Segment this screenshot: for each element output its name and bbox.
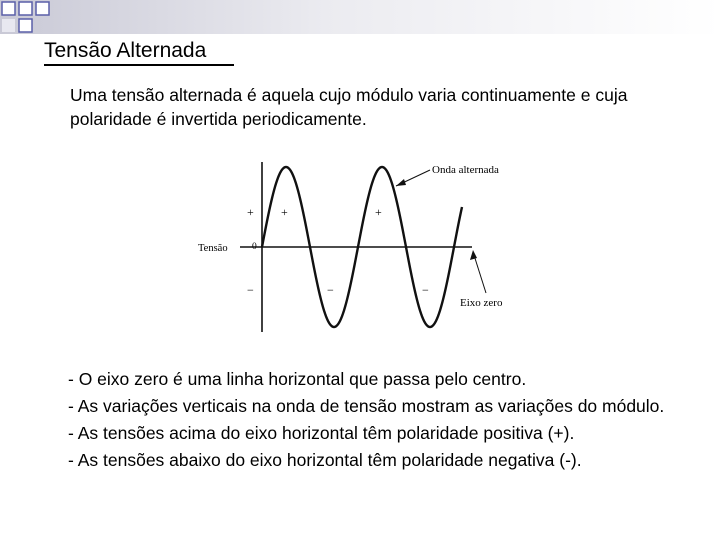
intro-paragraph: Uma tensão alternada é aquela cujo módulo varia continuamente e cuja polaridade é invertida periodicamente.: [70, 85, 628, 129]
header-square: [19, 2, 32, 15]
header-decoration: [0, 0, 720, 36]
bullet-item: - As tensões abaixo do eixo horizontal têm polaridade negativa (-).: [68, 450, 582, 470]
minus-sign: −: [327, 283, 334, 297]
header-square-faded: [2, 19, 15, 32]
zero-arrowhead: [470, 250, 477, 260]
header-square: [19, 19, 32, 32]
alternating-wave-figure: [190, 150, 530, 345]
wave-arrowhead: [396, 179, 406, 186]
wave-label: Onda alternada: [432, 164, 499, 176]
bullet-list: [68, 366, 698, 474]
bullet-item: - As tensões acima do eixo horizontal têm polaridade positiva (+).: [68, 423, 575, 443]
voltage-label: Tensão: [198, 243, 228, 254]
title-underline: [44, 64, 234, 66]
plus-sign: +: [247, 205, 254, 219]
zero-label: 0: [252, 242, 257, 252]
zero-axis-label: Eixo zero: [460, 297, 503, 309]
slide-title: Tensão Alternada: [44, 39, 207, 62]
header-square: [2, 2, 15, 15]
bullet-item: - As variações verticais na onda de tensão mostram as variações do módulo.: [68, 396, 665, 416]
minus-sign: −: [422, 283, 429, 297]
bullet-item: - O eixo zero é uma linha horizontal que passa pelo centro.: [68, 369, 527, 389]
minus-sign: −: [247, 283, 254, 297]
header-square: [36, 2, 49, 15]
wave-diagram: [190, 150, 530, 345]
plus-sign: +: [281, 205, 288, 219]
header-gradient-band: [0, 0, 720, 36]
plus-sign: +: [375, 205, 382, 219]
